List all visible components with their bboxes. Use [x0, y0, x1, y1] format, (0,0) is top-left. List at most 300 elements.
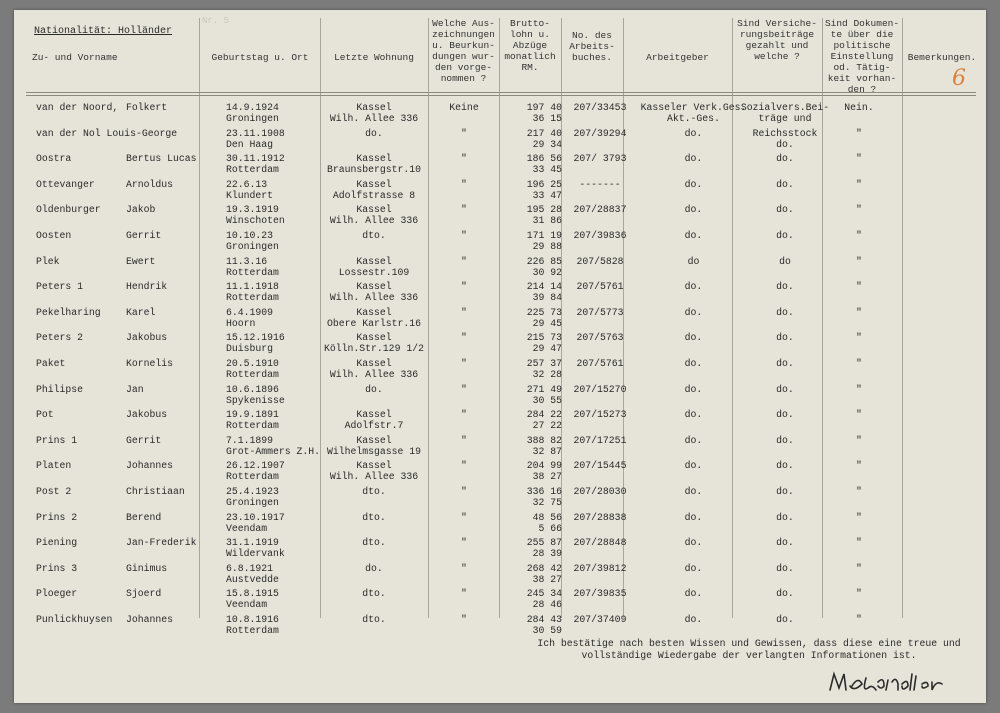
cell-gross: 217 40	[526, 127, 562, 139]
cell-book: 207/15270	[573, 383, 627, 395]
cell-act: "	[856, 255, 862, 267]
cell-surname: Punlickhuysen	[36, 614, 113, 625]
cell-ins1: do.	[776, 614, 794, 625]
cell-bdate: 15.8.1915	[226, 588, 279, 600]
table-row	[14, 102, 986, 127]
signature	[826, 670, 966, 696]
cell-gross: 257 37	[526, 358, 562, 369]
table-row	[14, 563, 986, 588]
cell-given: Berend	[126, 511, 162, 523]
cell-addr1: dto.	[362, 614, 386, 625]
cell-docs: "	[461, 127, 467, 139]
cell-docs: "	[461, 409, 467, 421]
cell-gross: 214 14	[526, 281, 562, 293]
table-row	[14, 512, 986, 537]
cell-ded: 29 47	[532, 343, 562, 355]
cell-emp1: do.	[684, 486, 703, 497]
cell-addr2: Obere Karlstr.16	[326, 317, 422, 329]
cell-act: "	[856, 434, 862, 446]
header-political: Sind Dokumen- te über die politische Einstellung od. Tätig- keit vorhan- den ?	[824, 18, 900, 95]
cell-act: "	[856, 306, 862, 318]
cell-docs: "	[461, 255, 467, 267]
cell-addr1: Kassel	[356, 409, 392, 421]
cell-gross: 225 73	[526, 306, 562, 318]
cell-docs: "	[461, 486, 467, 497]
cell-book: 207/17251	[573, 434, 627, 446]
cell-bplace: Duisburg	[226, 343, 274, 355]
cell-act: "	[856, 486, 862, 497]
cell-bdate: 6.8.1921	[226, 562, 274, 574]
cell-ded: 29 88	[532, 241, 562, 252]
cell-docs: "	[461, 358, 467, 369]
cell-book: -------	[579, 178, 621, 190]
cell-emp1: do.	[684, 153, 703, 165]
cell-bdate: 11.3.16	[226, 255, 268, 267]
cell-ins1: do.	[776, 434, 794, 446]
cell-gross: 284 22	[526, 409, 562, 421]
cell-ded: 29 45	[532, 317, 562, 329]
cell-book: 207/39294	[573, 127, 627, 139]
cell-ins1: do.	[776, 230, 794, 241]
cell-bplace: Klundert	[226, 189, 274, 201]
cell-docs: "	[461, 153, 467, 165]
cell-bdate: 25.4.1923	[226, 486, 279, 497]
table-row	[14, 179, 986, 204]
cell-docs: "	[461, 332, 467, 344]
header-workbook: No. des Arbeits- buches.	[569, 30, 615, 63]
faded-stamp: Nr. 5	[202, 16, 230, 26]
cell-addr1: do.	[365, 127, 383, 139]
cell-docs: Keine	[449, 102, 479, 113]
cell-addr1: do.	[365, 562, 383, 574]
cell-ded: 38 27	[532, 573, 562, 585]
cell-ins1: Reichsstock	[752, 127, 818, 139]
cell-emp1: do.	[684, 434, 703, 446]
cell-gross: 215 73	[526, 332, 562, 344]
cell-bplace: Rotterdam	[226, 266, 279, 278]
cell-addr1: dto.	[362, 588, 386, 600]
cell-bdate: 19.9.1891	[226, 409, 279, 421]
cell-surname: Ploeger	[36, 588, 78, 600]
table-row	[14, 614, 986, 639]
cell-act: "	[856, 383, 862, 395]
cell-addr2: Wilh. Allee 336	[329, 215, 419, 227]
cell-bplace: Grot-Ammers Z.H.	[226, 445, 321, 457]
cell-addr1: Kassel	[356, 153, 392, 165]
cell-act: "	[856, 332, 862, 344]
cell-bplace: Austvedde	[226, 573, 279, 585]
cell-addr1: Kassel	[356, 358, 392, 369]
cell-bplace: Rotterdam	[226, 292, 279, 304]
cell-bdate: 30.11.1912	[226, 153, 285, 165]
cell-gross: 204 99	[526, 460, 562, 472]
cell-emp1: do.	[684, 562, 703, 574]
cell-act: "	[856, 281, 862, 293]
nationality-heading: Nationalität: Holländer	[34, 26, 173, 37]
table-row	[14, 588, 986, 613]
cell-gross: 284 43	[526, 614, 562, 625]
cell-surname: Paket	[36, 358, 66, 369]
cell-ded: 5 66	[538, 522, 562, 534]
cell-docs: "	[461, 306, 467, 318]
cell-surname: Oldenburger	[36, 204, 101, 216]
cell-bdate: 7.1.1899	[226, 434, 274, 446]
cell-surname: Prins 1	[36, 434, 78, 446]
table-row	[14, 281, 986, 306]
cell-bplace: Den Haag	[226, 138, 274, 150]
cell-given: Arnoldus	[126, 178, 174, 190]
table-row	[14, 307, 986, 332]
cell-bplace: Hoorn	[226, 317, 256, 329]
cell-ded: 28 39	[532, 548, 562, 560]
certification-text: Ich bestätige nach besten Wissen und Gewissen, dass diese eine treue und vollständige Wiedergabe der verlangten Informationen ist.	[537, 638, 961, 661]
cell-ded: 32 75	[532, 497, 562, 508]
cell-ded: 36 15	[532, 113, 562, 124]
cell-addr1: dto.	[362, 486, 386, 497]
header-insurance: Sind Versiche- rungsbeiträge gezahlt und welche ?	[737, 18, 817, 62]
cell-book: 207/5761	[576, 281, 624, 293]
cell-bdate: 10.6.1896	[226, 383, 279, 395]
cell-given: Sjoerd	[126, 588, 162, 600]
cell-surname: Post 2	[36, 486, 72, 497]
cell-gross: 388 82	[526, 434, 562, 446]
cell-bplace: Rotterdam	[226, 164, 279, 176]
cell-surname: Pot	[36, 409, 54, 421]
cell-bdate: 15.12.1916	[226, 332, 285, 344]
cell-bplace: Veendam	[226, 522, 268, 534]
table-row	[14, 409, 986, 434]
cell-docs: "	[461, 460, 467, 472]
cell-bdate: 11.1.1918	[226, 281, 279, 293]
cell-book: 207/15273	[573, 409, 627, 421]
cell-addr2: Kölln.Str.129 1/2	[324, 343, 424, 355]
cell-addr2: Wilhelmsgasse 19	[326, 445, 422, 457]
cell-ins1: do	[779, 255, 791, 267]
cell-act: "	[856, 127, 862, 139]
header-residence: Letzte Wohnung	[334, 52, 414, 63]
cell-addr1: Kassel	[356, 332, 392, 344]
document-sheet	[14, 10, 986, 703]
cell-bdate: 22.6.13	[226, 178, 268, 190]
cell-act: "	[856, 230, 862, 241]
cell-addr1: dto.	[362, 230, 386, 241]
cell-docs: "	[461, 537, 467, 549]
cell-bdate: 6.4.1909	[226, 306, 274, 318]
cell-docs: "	[461, 178, 467, 190]
cell-surname: Oostra	[36, 153, 72, 165]
cell-act: "	[856, 614, 862, 625]
cell-ded: 30 92	[532, 266, 562, 278]
cell-ded: 32 87	[532, 445, 562, 457]
header-birth: Geburtstag u. Ort	[211, 52, 309, 63]
cell-ins1: do.	[776, 153, 794, 165]
cell-bdate: 14.9.1924	[226, 102, 279, 113]
cell-given: Jan	[126, 383, 144, 395]
cell-ins1: do.	[776, 306, 794, 318]
cell-bplace: Rotterdam	[226, 625, 279, 636]
cell-book: 207/28837	[573, 204, 627, 216]
cell-ins1: do.	[776, 178, 794, 190]
cell-book: 207/ 3793	[573, 153, 627, 165]
cell-ins1: Sozialvers.Bei-	[740, 102, 830, 113]
cell-given: Gerrit	[126, 434, 162, 446]
cell-emp1: do.	[684, 306, 703, 318]
header-rule	[26, 92, 976, 93]
cell-bdate: 31.1.1919	[226, 537, 279, 549]
cell-given: Jakobus	[126, 332, 168, 344]
cell-addr1: Kassel	[356, 460, 392, 472]
cell-ded: 29 34	[532, 138, 562, 150]
cell-gross: 245 34	[526, 588, 562, 600]
cell-gross: 197 40	[526, 102, 562, 113]
cell-ins1: do.	[776, 562, 794, 574]
cell-book: 207/37409	[573, 614, 627, 625]
cell-emp1: do.	[684, 409, 703, 421]
cell-ins1: do.	[776, 460, 794, 472]
cell-bdate: 23.10.1917	[226, 511, 285, 523]
cell-book: 207/28838	[573, 511, 627, 523]
cell-emp1: do.	[684, 332, 703, 344]
cell-addr1: dto.	[362, 537, 386, 549]
cell-bdate: 10.8.1916	[226, 614, 279, 625]
cell-emp1: do.	[684, 230, 703, 241]
cell-emp1: Kasseler Verk.Ges.	[640, 102, 747, 113]
cell-emp1: do.	[684, 511, 703, 523]
cell-given: Jan-Frederik	[126, 537, 197, 549]
cell-surname: Platen	[36, 460, 72, 472]
cell-gross: 48 56	[532, 511, 562, 523]
cell-bplace: Spykenisse	[226, 394, 285, 406]
table-row	[14, 204, 986, 229]
cell-bdate: 19.3.1919	[226, 204, 279, 216]
table-row	[14, 537, 986, 562]
cell-addr2: Wilh. Allee 336	[329, 471, 419, 483]
cell-surname: Prins 2	[36, 511, 78, 523]
cell-docs: "	[461, 230, 467, 241]
cell-surname: Piening	[36, 537, 78, 549]
cell-given: Ewert	[126, 255, 156, 267]
header-name: Zu- und Vorname	[32, 52, 118, 63]
cell-gross: 336 16	[526, 486, 562, 497]
cell-book: 207/33453	[573, 102, 627, 113]
cell-docs: "	[461, 383, 467, 395]
header-records: Welche Aus- zeichnungen u. Beurkun- dungen wur- den vorge- nommen ?	[432, 18, 495, 84]
cell-ded: 38 27	[532, 471, 562, 483]
cell-act: "	[856, 537, 862, 549]
cell-given: Jakob	[126, 204, 156, 216]
cell-docs: "	[461, 281, 467, 293]
cell-surname: Prins 3	[36, 562, 78, 574]
cell-given: Johannes	[126, 460, 174, 472]
cell-bdate: 23.11.1908	[226, 127, 285, 139]
cell-act: "	[856, 588, 862, 600]
cell-bplace: Groningen	[226, 497, 279, 508]
cell-ded: 27 22	[532, 420, 562, 432]
cell-surname: van der Noord,	[36, 102, 119, 113]
cell-emp2: Akt.-Ges.	[667, 113, 720, 124]
cell-book: 207/5773	[576, 306, 624, 318]
cell-ins1: do.	[776, 409, 794, 421]
cell-emp1: do.	[684, 614, 703, 625]
cell-given: Hendrik	[126, 281, 168, 293]
cell-emp1: do.	[684, 281, 703, 293]
cell-bplace: Rotterdam	[226, 420, 279, 432]
cell-book: 207/39835	[573, 588, 627, 600]
cell-emp1: do.	[684, 588, 703, 600]
cell-bplace: Wildervank	[226, 548, 285, 560]
cell-addr1: Kassel	[356, 204, 392, 216]
table-row	[14, 435, 986, 460]
cell-emp1: do.	[684, 537, 703, 549]
cell-addr2: Wilh. Allee 336	[329, 113, 419, 124]
page-number: 6	[952, 66, 966, 91]
cell-book: 207/5828	[576, 255, 624, 267]
cell-ded: 31 86	[532, 215, 562, 227]
cell-act: "	[856, 153, 862, 165]
header-rule	[26, 95, 976, 96]
cell-gross: 226 85	[526, 255, 562, 267]
table-row	[14, 384, 986, 409]
cell-emp1: do.	[684, 358, 703, 369]
cell-bplace: Groningen	[226, 241, 279, 252]
cell-given: Folkert	[126, 102, 168, 113]
cell-ins1: do.	[776, 281, 794, 293]
cell-addr1: do.	[365, 383, 383, 395]
cell-surname: Peters 2	[36, 332, 84, 344]
cell-emp1: do.	[684, 383, 703, 395]
cell-gross: 255 87	[526, 537, 562, 549]
cell-bplace: Winschoten	[226, 215, 285, 227]
header-wages: Brutto- lohn u. Abzüge monatlich RM.	[504, 18, 556, 73]
cell-bplace: Veendam	[226, 599, 268, 611]
cell-given: Jakobus	[126, 409, 168, 421]
cell-addr1: Kassel	[356, 178, 392, 190]
cell-gross: 271 49	[526, 383, 562, 395]
cell-ins1: do.	[776, 511, 794, 523]
cell-act: "	[856, 204, 862, 216]
cell-docs: "	[461, 204, 467, 216]
cell-ded: 30 55	[532, 394, 562, 406]
cell-book: 207/39836	[573, 230, 627, 241]
cell-addr2: Adolfstr.7	[344, 420, 404, 432]
header-remarks: Bemerkungen.	[907, 52, 977, 63]
table-row	[14, 460, 986, 485]
cell-book: 207/5763	[576, 332, 624, 344]
cell-book: 207/5761	[576, 358, 624, 369]
cell-emp1: do.	[684, 178, 703, 190]
cell-addr2: Wilh. Allee 336	[329, 292, 419, 304]
cell-gross: 196 25	[526, 178, 562, 190]
cell-given: Bertus Lucas	[126, 153, 197, 165]
cell-surname: Ottevanger	[36, 178, 95, 190]
cell-given: Christiaan	[126, 486, 185, 497]
cell-bplace: Groningen	[226, 113, 279, 124]
cell-book: 207/39812	[573, 562, 627, 574]
cell-act: "	[856, 511, 862, 523]
cell-surname: van der Nol Louis-George	[36, 127, 178, 139]
cell-ded: 39 84	[532, 292, 562, 304]
cell-gross: 195 28	[526, 204, 562, 216]
cell-surname: Pekelharing	[36, 306, 101, 318]
cell-addr2: Braunsbergstr.10	[326, 164, 422, 176]
table-row	[14, 256, 986, 281]
table-row	[14, 486, 986, 511]
table-row	[14, 332, 986, 357]
cell-addr1: Kassel	[356, 281, 392, 293]
cell-docs: "	[461, 511, 467, 523]
cell-docs: "	[461, 614, 467, 625]
cell-gross: 171 19	[526, 230, 562, 241]
cell-act: "	[856, 178, 862, 190]
cell-emp1: do.	[684, 460, 703, 472]
cell-given: Gerrit	[126, 230, 162, 241]
cell-bplace: Rotterdam	[226, 471, 279, 483]
cell-ins2: träge und	[758, 113, 812, 124]
cell-surname: Philipse	[36, 383, 84, 395]
cell-ins1: do.	[776, 486, 794, 497]
cell-bplace: Rotterdam	[226, 369, 279, 380]
cell-ded: 33 47	[532, 189, 562, 201]
cell-ins2: do.	[776, 138, 794, 150]
cell-given: Ginimus	[126, 562, 168, 574]
cell-addr1: Kassel	[356, 255, 392, 267]
cell-docs: "	[461, 562, 467, 574]
cell-ded: 30 59	[532, 625, 562, 636]
cell-bdate: 26.12.1907	[226, 460, 285, 472]
cell-emp1: do.	[684, 127, 703, 139]
cell-given: Karel	[126, 306, 156, 318]
cell-bdate: 20.5.1910	[226, 358, 279, 369]
cell-docs: "	[461, 588, 467, 600]
cell-addr1: Kassel	[356, 102, 392, 113]
cell-emp1: do.	[684, 204, 703, 216]
table-row	[14, 358, 986, 383]
cell-ins1: do.	[776, 537, 794, 549]
cell-ins1: do.	[776, 204, 794, 216]
cell-addr2: Lossestr.109	[338, 266, 410, 278]
cell-addr1: Kassel	[356, 434, 392, 446]
table-row	[14, 128, 986, 153]
cell-emp1: do	[687, 255, 700, 267]
cell-ins1: do.	[776, 383, 794, 395]
cell-book: 207/28848	[573, 537, 627, 549]
cell-given: Kornelis	[126, 358, 174, 369]
cell-ded: 28 46	[532, 599, 562, 611]
cell-ded: 32 28	[532, 369, 562, 380]
cell-addr1: Kassel	[356, 306, 392, 318]
cell-addr1: dto.	[362, 511, 386, 523]
cell-book: 207/15445	[573, 460, 627, 472]
cell-surname: Oosten	[36, 230, 72, 241]
cell-bdate: 10.10.23	[226, 230, 274, 241]
cell-ins1: do.	[776, 588, 794, 600]
cell-ins1: do.	[776, 358, 794, 369]
cell-gross: 268 42	[526, 562, 562, 574]
cell-addr2: Wilh. Allee 336	[329, 369, 419, 380]
cell-act: "	[856, 358, 862, 369]
cell-ins1: do.	[776, 332, 794, 344]
table-row	[14, 153, 986, 178]
cell-book: 207/28030	[573, 486, 627, 497]
table-row	[14, 230, 986, 255]
cell-surname: Peters 1	[36, 281, 84, 293]
cell-addr2: Adolfstrasse 8	[332, 189, 416, 201]
header-employer: Arbeitgeber	[646, 52, 709, 63]
cell-given: Johannes	[126, 614, 174, 625]
cell-ded: 33 45	[532, 164, 562, 176]
cell-docs: "	[461, 434, 467, 446]
cell-act: "	[856, 460, 862, 472]
